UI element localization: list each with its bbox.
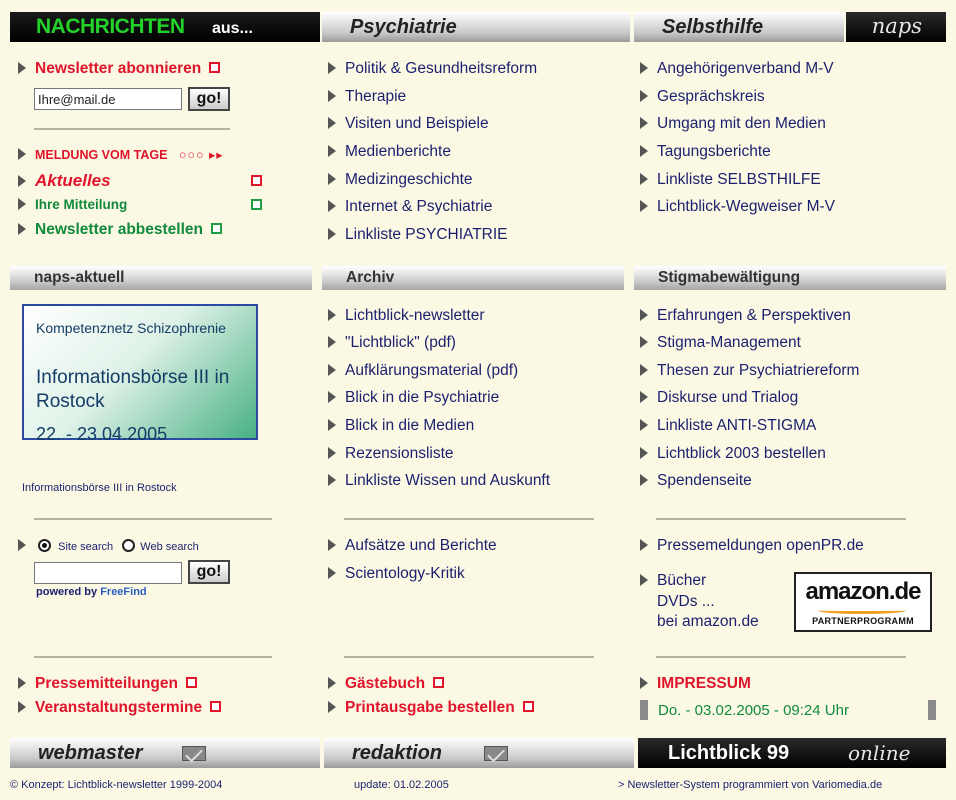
divider	[34, 128, 230, 130]
newsletter-go-button[interactable]: go!	[188, 87, 230, 111]
printausgabe-link[interactable]	[328, 697, 534, 719]
arrow-icon	[328, 701, 336, 713]
arrow-icon	[328, 336, 336, 348]
arrow-icon	[18, 62, 26, 74]
checkbox-icon	[210, 701, 221, 712]
checkbox-icon	[209, 62, 220, 73]
selbst-link-2[interactable]	[640, 86, 765, 108]
arrow-icon	[640, 90, 648, 102]
clock-bar-left	[640, 700, 648, 720]
archiv-link-label: "Lichtblick" (pdf)	[345, 334, 456, 351]
archiv-link-6[interactable]	[328, 443, 454, 465]
psy-link-label: Medizingeschichte	[345, 171, 473, 188]
footer-update: update: 01.02.2005	[354, 779, 449, 791]
selbst-link-5[interactable]	[640, 169, 821, 191]
naps-logo[interactable]	[846, 12, 946, 42]
divider	[344, 518, 594, 520]
arrow-icon	[640, 336, 648, 348]
site-search-label: Site search	[58, 541, 114, 553]
promo-line2: Informationsbörse III in Rostock	[36, 367, 230, 412]
ihre-mitteilung-label: Ihre Mitteilung	[35, 197, 128, 212]
stigma-link-label: Lichtblick 2003 bestellen	[657, 445, 826, 462]
checkbox-icon	[251, 199, 262, 210]
stigma-link-3[interactable]	[640, 360, 859, 382]
psy-link-3[interactable]	[328, 113, 489, 135]
psy-link-label: Internet & Psychiatrie	[345, 198, 493, 215]
top-header	[10, 12, 946, 42]
header-news-suffix: aus...	[212, 20, 253, 37]
webmaster-button[interactable]	[10, 738, 320, 768]
arrow-icon	[328, 567, 336, 579]
section-stigma-label: Stigmabewältigung	[658, 269, 801, 286]
aktuelles-link[interactable]	[18, 170, 262, 192]
divider	[656, 656, 906, 658]
arrow-icon	[640, 200, 648, 212]
scientology-label: Scientology-Kritik	[345, 565, 465, 582]
arrow-icon	[18, 175, 26, 187]
selbst-link-6[interactable]	[640, 196, 835, 218]
envelope-icon	[484, 746, 508, 761]
arrow-icon	[328, 677, 336, 689]
archiv-link-3[interactable]	[328, 360, 518, 382]
datetime-display: Do. - 03.02.2005 - 09:24 Uhr	[658, 702, 849, 719]
gaestebuch-link[interactable]	[328, 673, 444, 695]
gaestebuch-label: Gästebuch	[345, 675, 426, 692]
header-nachrichten	[10, 12, 320, 42]
newsletter-unsubscribe-label: Newsletter abbestellen	[35, 221, 203, 238]
pressemitteilungen-label: Pressemitteilungen	[35, 675, 178, 692]
stigma-link-4[interactable]	[640, 387, 798, 409]
arrow-icon	[18, 148, 26, 160]
selbst-link-label: Gesprächskreis	[657, 88, 765, 105]
header-selbsthilfe	[634, 12, 844, 42]
impressum-label: IMPRESSUM	[657, 675, 751, 692]
psy-link-label: Medienberichte	[345, 143, 451, 160]
webmaster-label: webmaster	[38, 742, 143, 764]
newsletter-unsubscribe-link[interactable]	[18, 219, 222, 241]
psy-link-label: Therapie	[345, 88, 407, 105]
site-search-radio[interactable]	[38, 539, 51, 552]
arrow-icon	[328, 228, 336, 240]
arrow-icon	[328, 391, 336, 403]
arrow-icon	[18, 539, 26, 551]
arrow-icon	[328, 309, 336, 321]
checkbox-icon	[251, 175, 262, 186]
books-link[interactable]	[640, 570, 706, 592]
footer-variomedia-link[interactable]: > Newsletter-System programmiert von Variomedia.de	[618, 779, 883, 791]
online-label: online	[848, 741, 911, 765]
psy-link-1[interactable]	[328, 58, 537, 80]
arrow-icon	[640, 145, 648, 157]
arrow-icon	[18, 223, 26, 235]
section-naps-aktuell	[10, 266, 312, 290]
header-news-title: NACHRICHTEN	[36, 15, 185, 38]
arrow-icon	[640, 391, 648, 403]
section-archiv	[322, 266, 624, 290]
psy-link-2[interactable]	[328, 86, 406, 108]
archiv-link-label: Lichtblick-newsletter	[345, 307, 485, 324]
amazon-text-label: bei amazon.de	[657, 613, 759, 630]
divider	[34, 518, 272, 520]
archiv-link-label: Blick in die Medien	[345, 417, 475, 434]
checkbox-icon	[433, 677, 444, 688]
archiv-link-label: Blick in die Psychiatrie	[345, 389, 500, 406]
newsletter-email-input[interactable]	[34, 88, 182, 110]
impressum-link[interactable]	[640, 673, 751, 695]
arrow-icon	[18, 198, 26, 210]
dvds-link[interactable]	[657, 591, 715, 613]
selbst-link-4[interactable]	[640, 141, 771, 163]
amazon-partner-logo[interactable]	[794, 572, 932, 632]
arrow-icon	[640, 677, 648, 689]
veranstaltungstermine-label: Veranstaltungstermine	[35, 699, 203, 716]
search-go-button[interactable]: go!	[188, 560, 230, 584]
checkbox-icon	[523, 701, 534, 712]
header-psychiatrie	[322, 12, 630, 42]
header-psychiatrie-label: Psychiatrie	[350, 16, 457, 38]
archiv-link-4[interactable]	[328, 387, 499, 409]
arrow-icon	[328, 364, 336, 376]
stigma-link-1[interactable]	[640, 305, 851, 327]
promo-caption-link[interactable]: Informationsbörse III in Rostock	[22, 482, 177, 494]
powered-prefix: powered by	[36, 586, 98, 598]
selbst-link-label: Umgang mit den Medien	[657, 115, 826, 132]
psy-link-7[interactable]	[328, 224, 508, 246]
press-label: Pressemeldungen openPR.de	[657, 537, 864, 554]
aufsaetze-label: Aufsätze und Berichte	[345, 537, 497, 554]
stigma-link-label: Linkliste ANTI-STIGMA	[657, 417, 817, 434]
scientology-link[interactable]	[328, 563, 465, 585]
arrow-icon	[640, 173, 648, 185]
stigma-link-label: Stigma-Management	[657, 334, 801, 351]
section-stigma	[634, 266, 946, 290]
amazon-smile-icon	[818, 607, 906, 614]
selbst-link-label: Tagungsberichte	[657, 143, 771, 160]
archiv-link-label: Rezensionsliste	[345, 445, 454, 462]
arrow-icon	[328, 200, 336, 212]
books-label: Bücher	[657, 572, 707, 589]
stigma-link-label: Spendenseite	[657, 472, 752, 489]
arrow-icon	[328, 447, 336, 459]
arrow-icon	[18, 677, 26, 689]
arrow-icon	[328, 419, 336, 431]
header-selbsthilfe-label: Selbsthilfe	[662, 16, 764, 38]
selbst-link-1[interactable]	[640, 58, 834, 80]
selbst-link-label: Linkliste SELBSTHILFE	[657, 171, 821, 188]
arrow-icon	[328, 62, 336, 74]
powered-by	[36, 581, 147, 603]
stigma-link-label: Thesen zur Psychiatriereform	[657, 362, 860, 379]
archiv-link-5[interactable]	[328, 415, 474, 437]
newsletter-subscribe-link[interactable]	[18, 58, 220, 80]
arrow-icon	[18, 701, 26, 713]
press-link[interactable]	[640, 535, 864, 557]
arrow-icon	[640, 539, 648, 551]
lichtblick-label: Lichtblick 99	[668, 742, 790, 764]
search-options	[18, 536, 199, 558]
ihre-mitteilung-link[interactable]	[18, 194, 262, 216]
printausgabe-label: Printausgabe bestellen	[345, 699, 515, 716]
arrow-icon	[640, 474, 648, 486]
promo-banner[interactable]	[22, 304, 258, 444]
arrow-icon	[640, 574, 648, 586]
arrow-icon	[328, 117, 336, 129]
psy-link-label: Politik & Gesundheitsreform	[345, 60, 538, 77]
arrow-icon	[328, 539, 336, 551]
divider	[34, 656, 272, 658]
psy-link-4[interactable]	[328, 141, 451, 163]
selbst-link-label: Lichtblick-Wegweiser M-V	[657, 198, 836, 215]
promo-line1: Kompetenznetz Schizophrenie	[36, 320, 226, 336]
promo-date: 22. - 23.04.2005	[36, 424, 168, 444]
selbst-link-3[interactable]	[640, 113, 826, 135]
redaktion-button[interactable]	[324, 738, 634, 768]
pressemitteilungen-link[interactable]	[18, 673, 197, 695]
archiv-link-2[interactable]	[328, 332, 456, 354]
veranstaltungstermine-link[interactable]	[18, 697, 221, 719]
psy-link-6[interactable]	[328, 196, 492, 218]
psy-link-5[interactable]	[328, 169, 473, 191]
dvds-label: DVDs ...	[657, 593, 715, 610]
archiv-link-label: Aufklärungsmaterial (pdf)	[345, 362, 519, 379]
amazon-logo-text: amazon.de	[805, 578, 921, 605]
lichtblick-logo[interactable]	[638, 738, 946, 768]
stigma-link-label: Diskurse und Trialog	[657, 389, 799, 406]
section-naps-aktuell-label: naps-aktuell	[34, 269, 125, 286]
stigma-link-7[interactable]	[640, 470, 752, 492]
arrow-icon	[328, 474, 336, 486]
divider	[656, 518, 906, 520]
redaktion-label: redaktion	[352, 742, 443, 764]
bottom-bar	[10, 738, 946, 768]
amazon-text-link[interactable]	[657, 611, 759, 633]
selbst-link-label: Angehörigenverband M-V	[657, 60, 834, 77]
stigma-link-6[interactable]	[640, 443, 826, 465]
aufsaetze-link[interactable]	[328, 535, 497, 557]
stigma-link-2[interactable]	[640, 332, 801, 354]
envelope-icon	[182, 746, 206, 761]
stigma-link-5[interactable]	[640, 415, 816, 437]
aktuelles-label: Aktuelles	[35, 171, 111, 190]
archiv-link-1[interactable]	[328, 305, 485, 327]
web-search-label: Web search	[140, 541, 199, 553]
footer-copyright: © Konzept: Lichtblick-newsletter 1999-2004	[10, 779, 223, 791]
newsletter-subscribe-label: Newsletter abonnieren	[35, 60, 202, 77]
meldung-label: MELDUNG VOM TAGE	[35, 148, 168, 162]
amazon-partner-text: PARTNERPROGRAMM	[812, 616, 914, 626]
arrow-icon	[640, 309, 648, 321]
arrow-icon	[640, 117, 648, 129]
arrow-icon	[640, 447, 648, 459]
arrow-icon	[640, 62, 648, 74]
arrow-icon	[328, 90, 336, 102]
archiv-link-7[interactable]	[328, 470, 550, 492]
section-archiv-label: Archiv	[346, 269, 395, 286]
meldung-vom-tage-link[interactable]	[18, 144, 224, 166]
clock-bar-right	[928, 700, 936, 720]
arrow-icon	[640, 364, 648, 376]
checkbox-icon	[211, 223, 222, 234]
archiv-link-label: Linkliste Wissen und Auskunft	[345, 472, 551, 489]
arrow-icon	[328, 145, 336, 157]
psy-link-label: Visiten und Beispiele	[345, 115, 489, 132]
divider	[344, 656, 594, 658]
arrow-icon	[328, 173, 336, 185]
arrow-icon	[640, 419, 648, 431]
meldung-suffix: ○○○ ▸▸	[178, 148, 224, 162]
stigma-link-label: Erfahrungen & Perspektiven	[657, 307, 851, 324]
naps-logo-text: naps	[871, 14, 922, 38]
freefind-link[interactable]: FreeFind	[100, 586, 147, 598]
checkbox-icon	[186, 677, 197, 688]
web-search-radio[interactable]	[122, 539, 135, 552]
psy-link-label: Linkliste PSYCHIATRIE	[345, 226, 508, 243]
